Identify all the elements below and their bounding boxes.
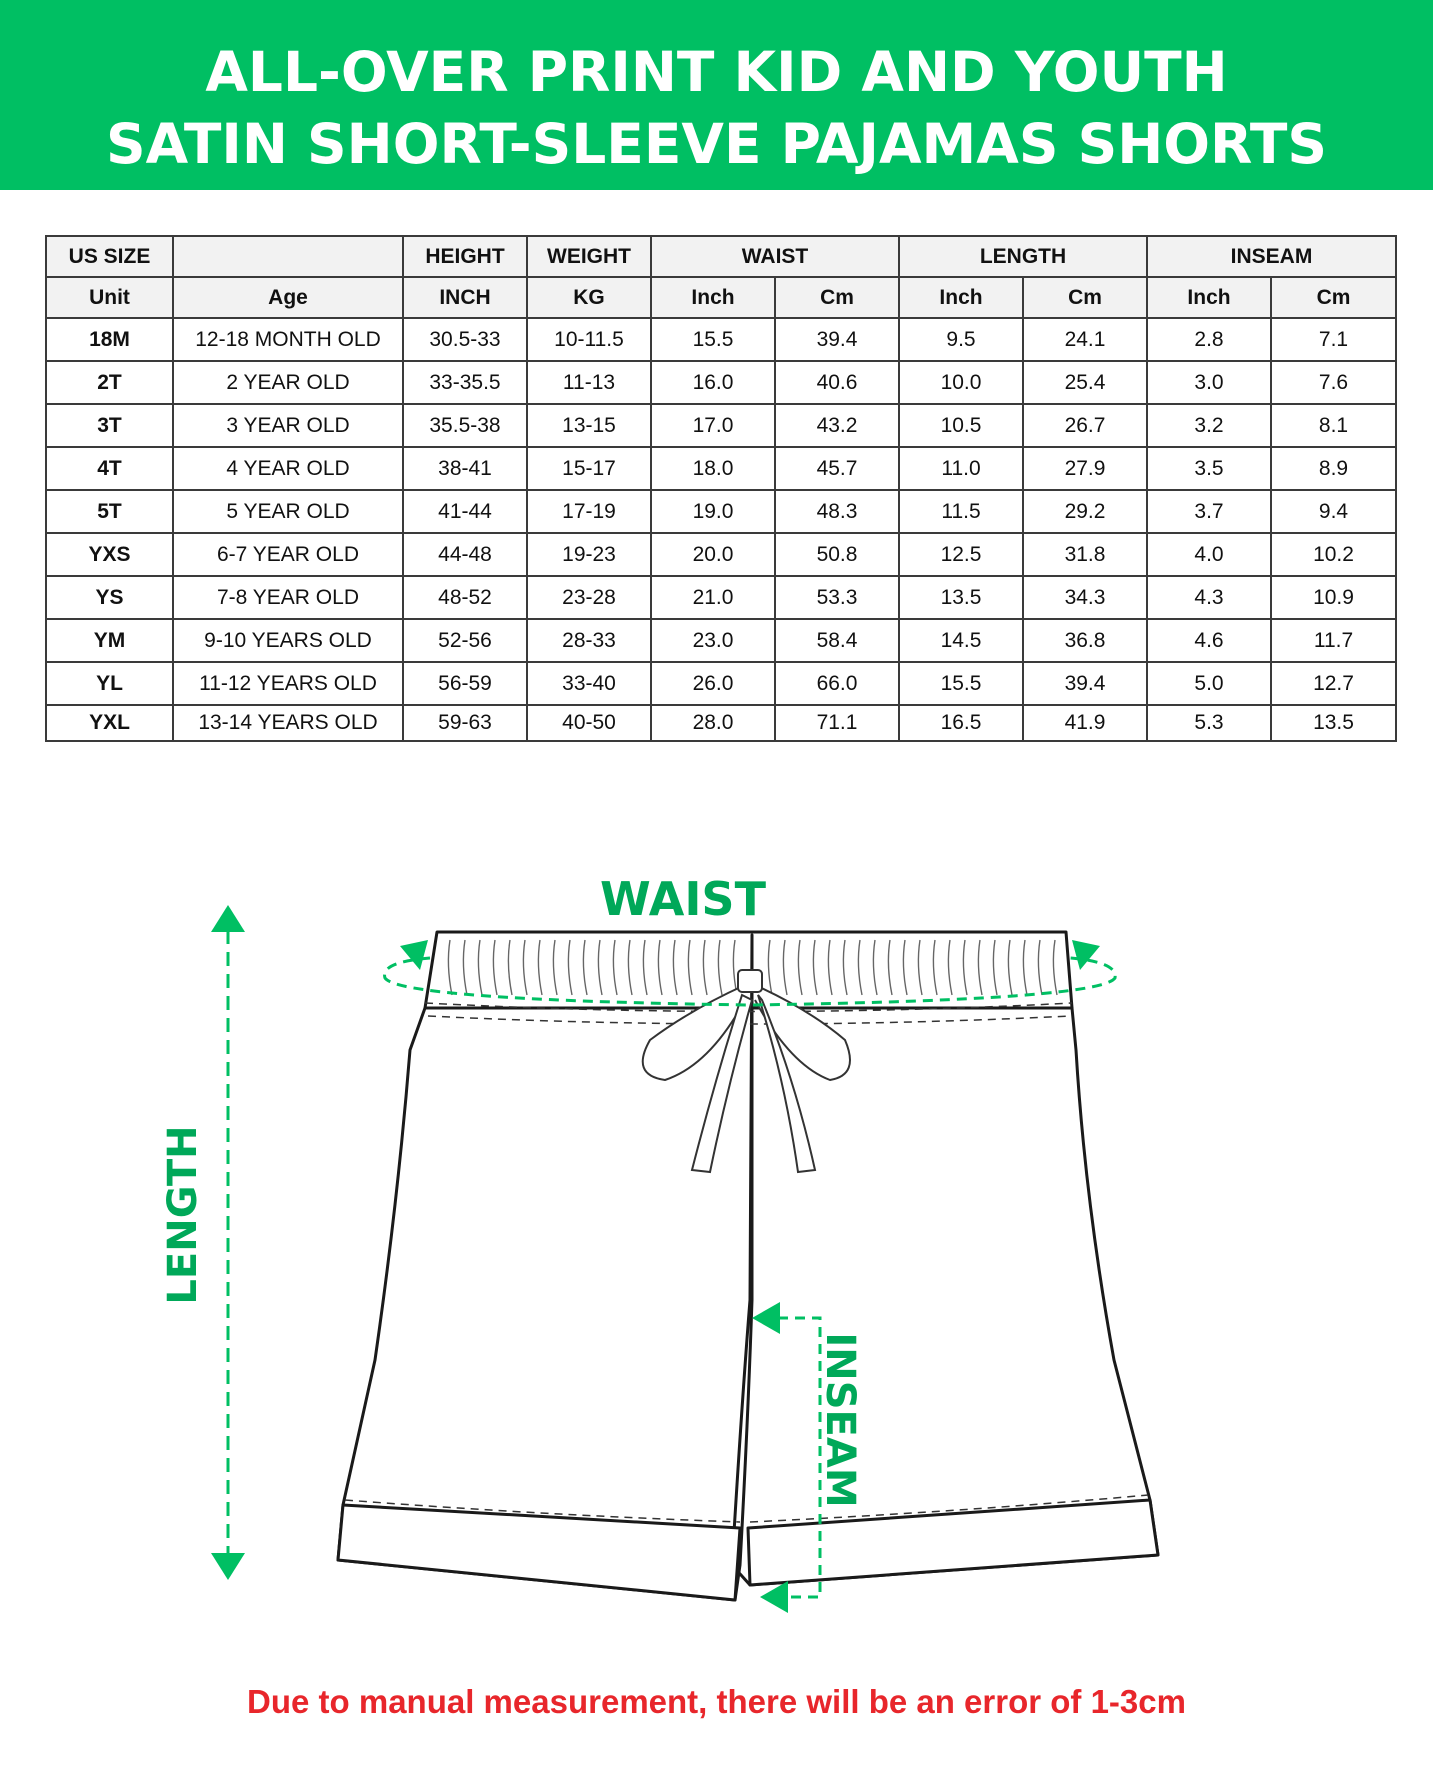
header-length-cm: Cm	[1023, 277, 1147, 318]
table-cell: 10.5	[899, 404, 1023, 447]
table-cell: 3.5	[1147, 447, 1271, 490]
table-cell: 10.0	[899, 361, 1023, 404]
table-cell: 36.8	[1023, 619, 1147, 662]
table-cell: 53.3	[775, 576, 899, 619]
title-line-2: SATIN SHORT-SLEEVE PAJAMAS SHORTS	[105, 112, 1327, 176]
table-cell: 10-11.5	[527, 318, 651, 361]
table-cell: 16.5	[899, 705, 1023, 741]
table-cell: 5 YEAR OLD	[173, 490, 403, 533]
inseam-label: INSEAM	[817, 1332, 863, 1508]
table-cell: 40.6	[775, 361, 899, 404]
title-line-1: ALL-OVER PRINT KID AND YOUTH	[205, 40, 1228, 104]
header-height-unit: INCH	[403, 277, 527, 318]
header-waist-cm: Cm	[775, 277, 899, 318]
table-cell: 8.1	[1271, 404, 1396, 447]
table-cell: 26.7	[1023, 404, 1147, 447]
table-cell: 6-7 YEAR OLD	[173, 533, 403, 576]
table-cell: 15.5	[899, 662, 1023, 705]
header-inseam-inch: Inch	[1147, 277, 1271, 318]
table-cell: 8.9	[1271, 447, 1396, 490]
table-cell: 5.3	[1147, 705, 1271, 741]
table-cell: 4.6	[1147, 619, 1271, 662]
table-cell: 31.8	[1023, 533, 1147, 576]
table-cell: 40-50	[527, 705, 651, 741]
table-cell: 3.0	[1147, 361, 1271, 404]
header-waist: WAIST	[651, 236, 899, 277]
size-cell: 4T	[46, 447, 173, 490]
table-cell: 59-63	[403, 705, 527, 741]
table-cell: 15-17	[527, 447, 651, 490]
header-unit: Unit	[46, 277, 173, 318]
table-cell: 13.5	[1271, 705, 1396, 741]
table-cell: 19.0	[651, 490, 775, 533]
table-cell: 16.0	[651, 361, 775, 404]
table-cell: 7.6	[1271, 361, 1396, 404]
waist-arrow-left-icon	[400, 940, 428, 970]
table-cell: 30.5-33	[403, 318, 527, 361]
length-label: LENGTH	[160, 1125, 206, 1305]
waist-label: WAIST	[600, 872, 766, 926]
table-cell: 28-33	[527, 619, 651, 662]
header-length: LENGTH	[899, 236, 1147, 277]
table-cell: 33-40	[527, 662, 651, 705]
header-us-size: US SIZE	[46, 236, 173, 277]
table-cell: 9.5	[899, 318, 1023, 361]
table-cell: 3.7	[1147, 490, 1271, 533]
size-cell: YS	[46, 576, 173, 619]
table-cell: 23-28	[527, 576, 651, 619]
inseam-arrow-bottom-icon	[760, 1581, 788, 1613]
table-cell: 13-15	[527, 404, 651, 447]
table-cell: 9.4	[1271, 490, 1396, 533]
shorts-outline	[338, 932, 1158, 1600]
table-cell: 34.3	[1023, 576, 1147, 619]
table-cell: 38-41	[403, 447, 527, 490]
table-cell: 28.0	[651, 705, 775, 741]
table-cell: 44-48	[403, 533, 527, 576]
header-weight-unit: KG	[527, 277, 651, 318]
header-age: Age	[173, 277, 403, 318]
table-cell: 9-10 YEARS OLD	[173, 619, 403, 662]
length-arrow-down-icon	[211, 1553, 245, 1580]
table-cell: 66.0	[775, 662, 899, 705]
size-cell: YM	[46, 619, 173, 662]
size-cell: 2T	[46, 361, 173, 404]
header-weight: WEIGHT	[527, 236, 651, 277]
size-cell: 5T	[46, 490, 173, 533]
table-cell: 2.8	[1147, 318, 1271, 361]
table-cell: 7-8 YEAR OLD	[173, 576, 403, 619]
size-cell: 3T	[46, 404, 173, 447]
table-cell: 4.0	[1147, 533, 1271, 576]
table-cell: 50.8	[775, 533, 899, 576]
table-cell: 71.1	[775, 705, 899, 741]
table-cell: 19-23	[527, 533, 651, 576]
header-waist-inch: Inch	[651, 277, 775, 318]
length-measure	[211, 905, 245, 1580]
size-cell: YXL	[46, 705, 173, 741]
table-cell: 26.0	[651, 662, 775, 705]
table-cell: 29.2	[1023, 490, 1147, 533]
table-cell: 21.0	[651, 576, 775, 619]
table-cell: 11-12 YEARS OLD	[173, 662, 403, 705]
table-cell: 11-13	[527, 361, 651, 404]
table-cell: 4.3	[1147, 576, 1271, 619]
header-inseam-cm: Cm	[1271, 277, 1396, 318]
size-cell: 18M	[46, 318, 173, 361]
size-cell: YL	[46, 662, 173, 705]
table-cell: 12-18 MONTH OLD	[173, 318, 403, 361]
table-cell: 4 YEAR OLD	[173, 447, 403, 490]
measurement-error-note: Due to manual measurement, there will be an error of 1-3cm	[247, 1683, 1186, 1720]
table-cell: 11.0	[899, 447, 1023, 490]
table-cell: 20.0	[651, 533, 775, 576]
table-cell: 13.5	[899, 576, 1023, 619]
table-cell: 10.2	[1271, 533, 1396, 576]
table-cell: 14.5	[899, 619, 1023, 662]
table-cell: 12.7	[1271, 662, 1396, 705]
table-cell: 58.4	[775, 619, 899, 662]
table-cell: 15.5	[651, 318, 775, 361]
table-cell: 48-52	[403, 576, 527, 619]
table-cell: 5.0	[1147, 662, 1271, 705]
table-cell: 41-44	[403, 490, 527, 533]
table-cell: 24.1	[1023, 318, 1147, 361]
table-cell: 52-56	[403, 619, 527, 662]
length-arrow-up-icon	[211, 905, 245, 932]
size-cell: YXS	[46, 533, 173, 576]
table-cell: 43.2	[775, 404, 899, 447]
table-cell: 11.5	[899, 490, 1023, 533]
table-cell: 39.4	[1023, 662, 1147, 705]
waist-arrow-right-icon	[1072, 940, 1100, 970]
header-length-inch: Inch	[899, 277, 1023, 318]
table-cell: 17-19	[527, 490, 651, 533]
table-cell: 23.0	[651, 619, 775, 662]
table-cell: 33-35.5	[403, 361, 527, 404]
table-cell: 39.4	[775, 318, 899, 361]
table-cell: 3 YEAR OLD	[173, 404, 403, 447]
header-inseam: INSEAM	[1147, 236, 1396, 277]
table-cell: 27.9	[1023, 447, 1147, 490]
table-cell: 48.3	[775, 490, 899, 533]
table-cell: 3.2	[1147, 404, 1271, 447]
table-cell: 12.5	[899, 533, 1023, 576]
table-cell: 17.0	[651, 404, 775, 447]
table-cell: 45.7	[775, 447, 899, 490]
header-height: HEIGHT	[403, 236, 527, 277]
table-cell: 18.0	[651, 447, 775, 490]
table-cell: 56-59	[403, 662, 527, 705]
table-cell: 2 YEAR OLD	[173, 361, 403, 404]
table-cell: 35.5-38	[403, 404, 527, 447]
table-cell: 11.7	[1271, 619, 1396, 662]
table-cell: 10.9	[1271, 576, 1396, 619]
table-cell: 7.1	[1271, 318, 1396, 361]
table-cell: 13-14 YEARS OLD	[173, 705, 403, 741]
table-cell: 25.4	[1023, 361, 1147, 404]
table-cell: 41.9	[1023, 705, 1147, 741]
